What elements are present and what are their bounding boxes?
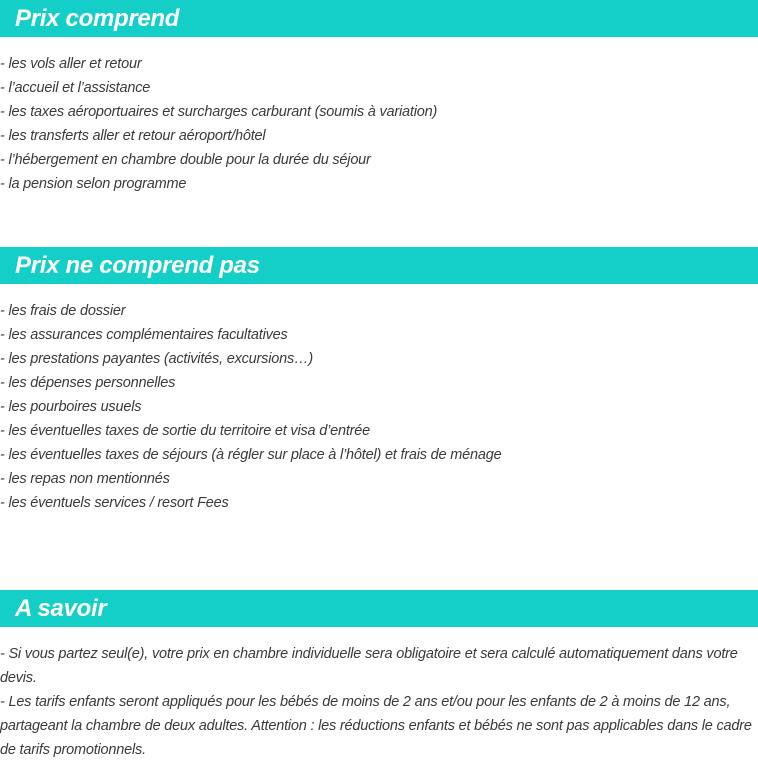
list-item: - les éventuelles taxes de sortie du territoire et visa d’entrée <box>0 423 371 439</box>
list-item: - les pourboires usuels <box>0 399 142 415</box>
list-item: - l’accueil et l’assistance <box>0 80 151 96</box>
section-header-a-savoir <box>0 590 758 627</box>
excluded-list <box>0 299 758 515</box>
list-item: - l’hébergement en chambre double pour la durée du séjour <box>0 152 371 168</box>
section-header-prix-comprend <box>0 0 758 37</box>
list-item: - les éventuelles taxes de séjours (à régler sur place à l’hôtel) et frais de ménage <box>0 447 502 463</box>
included-list <box>0 52 758 196</box>
list-item: - les transferts aller et retour aéroport/hôtel <box>0 128 266 144</box>
list-item: - les assurances complémentaires facultatives <box>0 327 288 343</box>
list-item: - les frais de dossier <box>0 303 126 319</box>
list-item: - les repas non mentionnés <box>0 471 170 487</box>
info-paragraphs <box>0 642 758 762</box>
section-title: Prix ne comprend pas <box>15 252 260 279</box>
info-paragraph: - Les tarifs enfants seront appliqués pour les bébés de moins de 2 ans et/ou pour les enfants de 2 à moins de 12 ans, partageant la chambre de deux adultes. Attention : les réductions enfants et bébés ne sont pas applicables dans le cadre de tarifs promotionnels. <box>0 694 752 758</box>
list-item: - les éventuels services / resort Fees <box>0 495 229 511</box>
list-item: - les dépenses personnelles <box>0 375 176 391</box>
info-paragraph: - Si vous partez seul(e), votre prix en chambre individuelle sera obligatoire et sera calculé automatiquement dans votre devis. <box>0 646 738 686</box>
section-header-prix-ne-comprend-pas <box>0 247 758 284</box>
list-item: - les vols aller et retour <box>0 56 142 72</box>
section-title: A savoir <box>15 595 107 622</box>
list-item: - les prestations payantes (activités, excursions…) <box>0 351 313 367</box>
list-item: - les taxes aéroportuaires et surcharges carburant (soumis à variation) <box>0 104 438 120</box>
list-item: - la pension selon programme <box>0 176 187 192</box>
section-title: Prix comprend <box>15 5 180 32</box>
